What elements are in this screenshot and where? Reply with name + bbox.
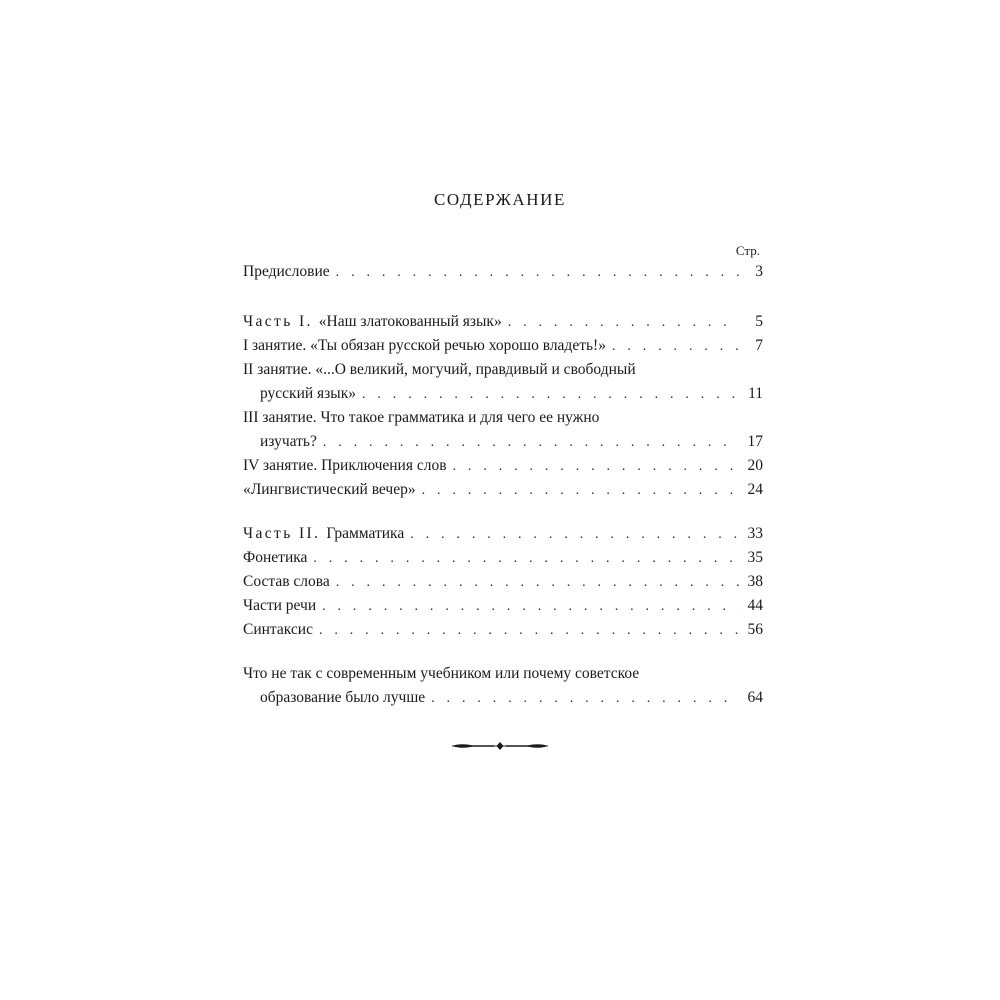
toc-entry-title-cont: образование было лучше <box>260 689 426 706</box>
toc-entry-title: Что не так с современным учебником или почему советское <box>243 665 640 682</box>
toc-entry-lesson-3-cont <box>260 430 763 454</box>
table-of-contents <box>243 0 763 1000</box>
toc-part-label: Часть II. <box>243 525 321 542</box>
toc-entry-title: IV занятие. Приключения слов <box>243 457 447 474</box>
toc-entry-title: Грамматика <box>326 525 405 542</box>
toc-entry-page: 35 <box>747 549 763 566</box>
dot-leader <box>410 523 739 547</box>
toc-entry-title: Фонетика <box>243 549 308 566</box>
toc-entry-lesson-1 <box>243 334 763 358</box>
toc-entry-title-cont: русский язык» <box>260 385 356 402</box>
toc-entry-parts-of-speech <box>243 594 763 618</box>
toc-entry-title: Части речи <box>243 597 317 614</box>
dot-leader <box>422 479 739 503</box>
toc-entry-modern-textbook-cont <box>260 686 763 710</box>
toc-part-label: Часть I. <box>243 313 313 330</box>
toc-entry-title: I занятие. «Ты обязан русской речью хорошо владеть!» <box>243 337 606 354</box>
toc-entry-title: Синтаксис <box>243 621 313 638</box>
toc-entry-lesson-4 <box>243 454 763 478</box>
dot-leader <box>431 687 739 711</box>
toc-entry-phonetics <box>243 546 763 570</box>
toc-entry-page: 3 <box>755 263 763 280</box>
dot-leader <box>323 431 739 455</box>
toc-entry-page: 17 <box>747 433 763 450</box>
toc-entry-page: 33 <box>747 525 763 542</box>
toc-entry-title: Предисловие <box>243 263 330 280</box>
toc-entry-title: Состав слова <box>243 573 330 590</box>
dot-leader <box>508 311 739 335</box>
page-column-label: Стр. <box>735 243 760 258</box>
toc-entry-lesson-2-cont <box>260 382 763 406</box>
toc-entry-title: «Лингвистический вечер» <box>243 481 416 498</box>
toc-title: СОДЕРЖАНИЕ <box>433 190 567 209</box>
toc-entry-word-structure <box>243 570 763 594</box>
toc-entry-page: 20 <box>747 457 763 474</box>
toc-entry-part-1 <box>243 310 763 334</box>
toc-entry-preface <box>243 260 763 284</box>
dot-leader <box>313 547 739 571</box>
toc-entry-part-2 <box>243 522 763 546</box>
toc-entry-title: «Наш златокованный язык» <box>318 313 502 330</box>
toc-entry-page: 38 <box>747 573 763 590</box>
dot-leader <box>362 383 739 407</box>
toc-entry-page: 5 <box>755 313 763 330</box>
toc-entry-linguistic-evening <box>243 478 763 502</box>
toc-entry-page: 24 <box>747 481 763 498</box>
dot-leader <box>322 595 739 619</box>
dot-leader <box>319 619 739 643</box>
toc-entry-page: 56 <box>747 621 763 638</box>
dot-leader <box>336 261 739 285</box>
toc-entry-lesson-3 <box>243 406 763 430</box>
toc-entry-page: 11 <box>748 385 763 402</box>
toc-entry-page: 64 <box>747 689 763 706</box>
toc-entry-title: III занятие. Что такое грамматика и для чего ее нужно <box>243 409 600 426</box>
dot-leader <box>453 455 739 479</box>
toc-entry-syntax <box>243 618 763 642</box>
toc-entry-page: 44 <box>747 597 763 614</box>
dot-leader <box>336 571 739 595</box>
toc-entry-modern-textbook <box>243 662 763 686</box>
toc-entry-title: II занятие. «...О великий, могучий, правдивый и свободный <box>243 361 636 378</box>
toc-entry-lesson-2 <box>243 358 763 382</box>
toc-entry-page: 7 <box>755 337 763 354</box>
ornament-divider-icon <box>450 738 550 754</box>
toc-entry-title-cont: изучать? <box>260 433 317 450</box>
dot-leader <box>612 335 739 359</box>
